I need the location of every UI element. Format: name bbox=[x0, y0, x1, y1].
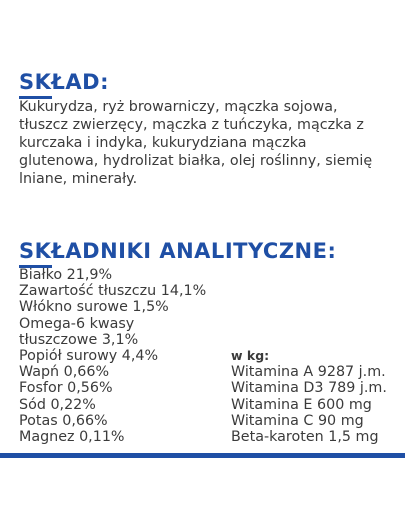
constituent-item: Fosfor 0,56% bbox=[19, 380, 113, 397]
composition-title: SKŁAD: bbox=[19, 70, 109, 94]
constituent-item: Popiół surowy 4,4% bbox=[19, 348, 159, 365]
constituent-item: Włókno surowe 1,5% bbox=[19, 299, 169, 316]
vitamin-item: Witamina C 90 mg bbox=[231, 412, 364, 429]
constituent-item: Potas 0,66% bbox=[19, 412, 108, 429]
bottom-divider bbox=[0, 453, 405, 458]
constituent-item: Magnez 0,11% bbox=[19, 429, 125, 446]
constituent-item: Zawartość tłuszczu 14,1% bbox=[19, 283, 207, 300]
constituent-item: Sód 0,22% bbox=[19, 396, 96, 413]
vitamin-item: Witamina A 9287 j.m. bbox=[231, 364, 386, 381]
composition-text: Kukurydza, ryż browarniczy, mączka sojowa, tłuszcz zwierzęcy, mączka z tuńczyka, mączka z kurczaka i indyka, kukurydziana mączka glutenowa, hydrolizat białka, olej roślinny, siemię lniane, minerały. bbox=[19, 99, 373, 187]
constituent-item: Wapń 0,66% bbox=[19, 364, 110, 381]
vitamin-item: Beta-karoten 1,5 mg bbox=[231, 429, 379, 446]
vitamins-unit-header: w kg: bbox=[231, 348, 270, 363]
vitamins-list bbox=[231, 348, 387, 445]
analytical-title: SKŁADNIKI ANALITYCZNE: bbox=[19, 239, 337, 263]
constituent-item: tłuszczowe 3,1% bbox=[19, 331, 139, 348]
vitamin-item: Witamina E 600 mg bbox=[231, 396, 372, 413]
vitamin-item: Witamina D3 789 j.m. bbox=[231, 380, 387, 397]
constituent-item: Omega-6 kwasy bbox=[19, 315, 135, 332]
analytical-constituents-list bbox=[19, 267, 206, 445]
constituent-item: Białko 21,9% bbox=[19, 267, 113, 283]
